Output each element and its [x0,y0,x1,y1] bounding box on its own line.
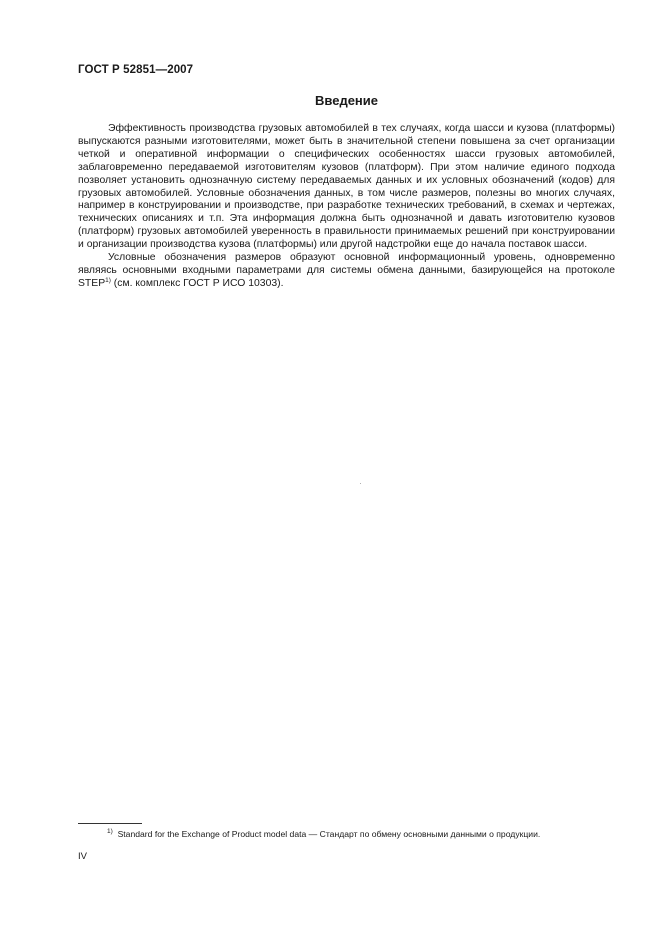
footnote-marker: 1) [107,828,113,835]
paragraph-2-text: Условные обозначения размеров образуют основной информационный уровень, одновременно являясь основными входными параметрами для системы обмена данными, базирующейся на протоколе STEP [78,252,615,289]
scan-speck [360,483,361,484]
paragraph-1: Эффективность производства грузовых автомобилей в тех случаях, когда шасси и кузова (платформы) выпускаются разными изготовителями, может быть в значительной степени повышена за счет организации четкой и оперативной информации о специфических особенностях шасси грузовых автомобилей, заблаговременно передаваемой изготовителям кузовов (платформ). При этом наличие единого подхода позволяет установить однозначную систему передаваемых данных и их условных обозначений (кодов) для грузовых автомобилей. Условные обозначения данных, в том числе размеров, полезны во многих случаях, например в конструировании и производстве, при разработке технических требований, в схемах и чертежах, технических описаниях и т.п. Эта информация должна быть однозначной и давать изготовителю кузовов (платформ) грузовых автомобилей уверенность в правильности принимаемых решений при конструировании и организации производства кузова (платформы) или другой надстройки еще до начала поставок шасси. [78,123,615,251]
paragraph-2 [78,252,615,291]
footnote-text: Standard for the Exchange of Product model data — Стандарт по обмену основными данными о продукции. [117,829,541,839]
document-code: ГОСТ Р 52851—2007 [78,64,194,76]
paragraph-2-text-end: (см. комплекс ГОСТ Р ИСО 10303). [110,277,284,289]
footnote [107,829,617,840]
footnote-divider [78,823,142,824]
section-title: Введение [315,93,378,108]
footnote-reference[interactable]: 1) [105,276,111,284]
page-number: IV [78,851,87,862]
body-text [78,123,615,291]
